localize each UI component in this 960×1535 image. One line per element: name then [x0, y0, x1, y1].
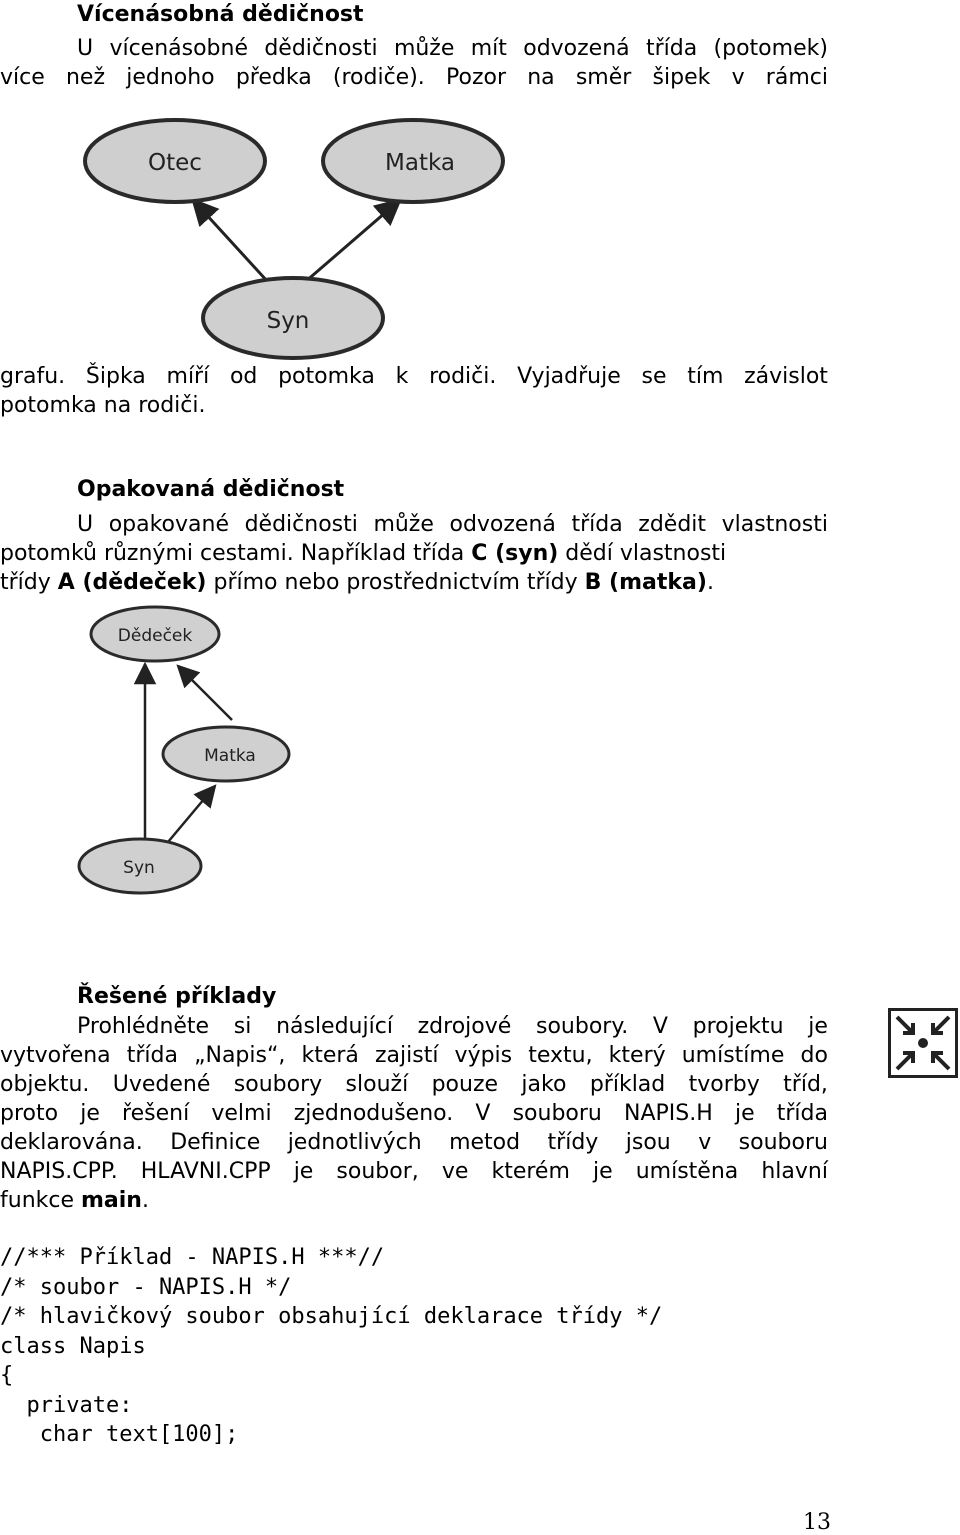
arrow-syn-otec [193, 200, 268, 282]
paragraph-line: potomka na rodiči. [0, 393, 206, 418]
paragraph-line: NAPIS.CPP. HLAVNI.CPP je soubor, ve kterém je umístěna hlavní [0, 1159, 828, 1184]
diagram1 [85, 120, 503, 358]
arrow-syn-matka [305, 200, 400, 282]
node-matka-2-label: Matka [204, 746, 256, 766]
paragraph-line: Prohlédněte si následující zdrojové soubory. V projektu je [77, 1014, 828, 1039]
paragraph-line: deklarována. Definice jednotlivých metod třídy jsou v souboru [0, 1130, 828, 1155]
heading-repeated-inheritance: Opakovaná dědičnost [77, 477, 345, 502]
text-run: přímo nebo prostřednictvím třídy [206, 570, 585, 595]
paragraph-line [0, 1186, 149, 1215]
paragraph-line [0, 568, 714, 597]
node-otec-label: Otec [148, 150, 202, 176]
node-dedecek-label: Dědeček [117, 626, 193, 646]
code-line: //*** Příklad - NAPIS.H ***// [0, 1245, 385, 1270]
arrows-converge-icon [888, 1008, 958, 1078]
node-matka-label: Matka [385, 150, 455, 176]
heading-solved-examples: Řešené příklady [77, 984, 277, 1009]
diagram2 [79, 607, 289, 893]
code-line: /* soubor - NAPIS.H */ [0, 1275, 292, 1300]
text-run: . [706, 570, 714, 595]
paragraph-line: U vícenásobné dědičnosti může mít odvozená třída (potomek) [77, 36, 828, 61]
text-run-bold: C (syn) [471, 541, 559, 566]
paragraph-line: proto je řešení velmi zjednodušeno. V souboru NAPIS.H je třída [0, 1101, 828, 1126]
paragraph-line: objektu. Uvedené soubory slouží pouze jako příklad tvorby tříd, [0, 1072, 828, 1097]
text-run: dědí vlastnosti [558, 541, 727, 566]
code-line: { [0, 1363, 14, 1388]
text-run-bold: B (matka) [584, 570, 707, 595]
code-line: private: [0, 1393, 133, 1418]
code-line: class Napis [0, 1334, 146, 1359]
code-line: char text[100]; [0, 1422, 239, 1447]
text-run: potomků různými cestami. Například třída [0, 541, 472, 566]
paragraph-line: vytvořena třída „Napis“, která zajistí výpis textu, který umístíme do [0, 1043, 828, 1068]
node-syn-label: Syn [266, 308, 310, 334]
text-run: třídy [0, 570, 58, 595]
paragraph-line: grafu. Šipka míří od potomka k rodiči. Vyjadřuje se tím závislot [0, 364, 828, 389]
heading-multiple-inheritance: Vícenásobná dědičnost [77, 2, 364, 27]
text-run: . [141, 1188, 149, 1213]
arrow-syn-matka [168, 786, 215, 842]
text-run-bold: main [81, 1188, 142, 1213]
paragraph-line [0, 539, 828, 568]
arrow-matka-dedecek [178, 666, 232, 720]
code-line: /* hlavičkový soubor obsahující deklarace třídy */ [0, 1304, 663, 1329]
text-run-bold: A (dědeček) [57, 570, 207, 595]
text-run: funkce [0, 1188, 81, 1213]
paragraph-line: U opakované dědičnosti může odvozená třída zdědit vlastnosti [77, 512, 828, 537]
paragraph-line: více než jednoho předka (rodiče). Pozor na směr šipek v rámci [0, 65, 828, 90]
page-number: 13 [803, 1510, 831, 1535]
node-syn-2-label: Syn [123, 858, 155, 878]
